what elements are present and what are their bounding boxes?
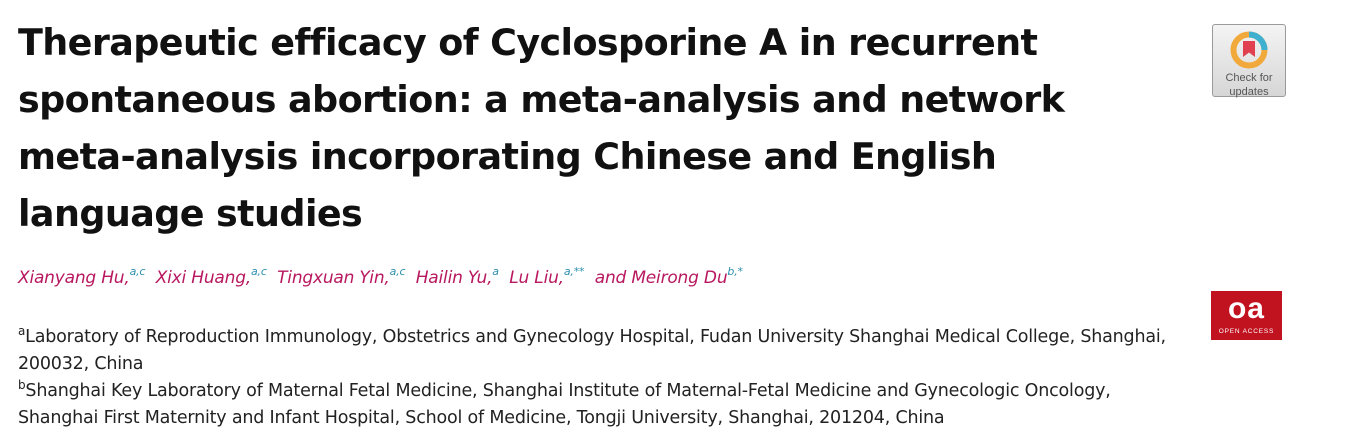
check-for-updates-button[interactable] [1212, 24, 1286, 97]
affiliation-line [18, 324, 1198, 351]
author-affiliation-mark[interactable]: a,c [251, 265, 267, 278]
title-line-2: spontaneous abortion: a meta-analysis and network [18, 78, 1065, 121]
crossmark-icon [1229, 30, 1269, 70]
author-name[interactable]: Tingxuan Yin, [277, 268, 390, 288]
author-list [18, 265, 743, 288]
author-affiliation-mark[interactable]: a,** [563, 265, 585, 278]
affiliation-a [18, 324, 1198, 378]
author-affiliation-mark[interactable]: b,* [727, 265, 743, 278]
affiliation-line: Shanghai First Maternity and Infant Hospital, School of Medicine, Tongji University, Shanghai, 201204, China [18, 408, 945, 428]
open-access-badge [1211, 291, 1282, 340]
title-line-4: language studies [18, 192, 363, 235]
affiliation-list [18, 324, 1198, 432]
check-for-updates-label-2: updates [1229, 86, 1269, 98]
affiliation-text: Laboratory of Reproduction Immunology, Obstetrics and Gynecology Hospital, Fudan University Shanghai Medical College, Shanghai, [25, 327, 1166, 347]
author-affiliation-mark[interactable]: a,c [389, 265, 406, 278]
author-name[interactable]: Hailin Yu, [415, 268, 493, 288]
author-name[interactable]: and Meirong Du [594, 268, 728, 288]
affiliation-b [18, 378, 1198, 432]
author-affiliation-mark[interactable]: a,c [129, 265, 146, 278]
affiliation-mark: b [18, 378, 26, 392]
author-name[interactable]: Xianyang Hu, [18, 268, 130, 288]
open-access-logo: oa [1227, 292, 1265, 325]
check-for-updates-label-1: Check for [1225, 72, 1273, 84]
author-affiliation-mark[interactable]: a [492, 265, 499, 278]
title-line-1: Therapeutic efficacy of Cyclosporine A in recurrent [18, 21, 1038, 64]
affiliation-mark: a [18, 324, 26, 338]
affiliation-text: Shanghai Key Laboratory of Maternal Fetal Medicine, Shanghai Institute of Maternal-Fetal Medicine and Gynecologic Oncology, [25, 381, 1111, 401]
author-name[interactable]: Xixi Huang, [155, 268, 251, 288]
article-title [18, 14, 1138, 242]
title-line-3: meta-analysis incorporating Chinese and English [18, 135, 997, 178]
affiliation-line [18, 378, 1198, 405]
affiliation-line: 200032, China [18, 354, 144, 374]
author-name[interactable]: Lu Liu, [509, 268, 564, 288]
open-access-label: OPEN ACCESS [1218, 328, 1275, 335]
